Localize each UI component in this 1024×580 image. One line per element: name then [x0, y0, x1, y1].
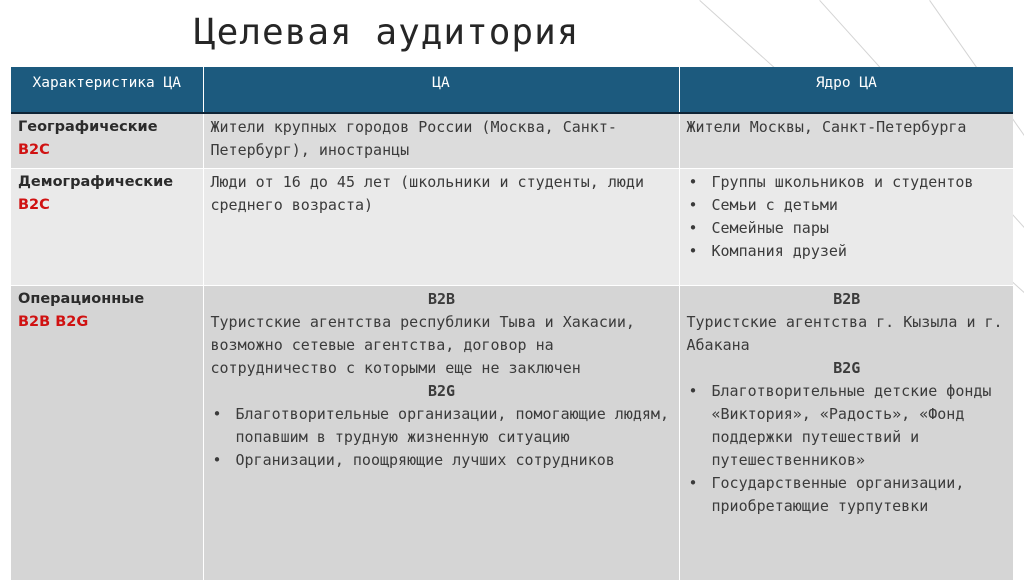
core-cell: Жители Москвы, Санкт-Петербурга: [679, 113, 1013, 169]
list-item: • Компания друзей: [687, 240, 1008, 263]
b2b-text: Туристские агентства республики Тыва и Хакасии, возможно сетевые агентства, договор на сотрудничество с которыми еще не заключен: [211, 311, 673, 380]
list-item: • Семейные пары: [687, 217, 1008, 240]
b2g-list: [211, 403, 673, 472]
bullet-icon: •: [213, 403, 222, 426]
row-label-text: Демографические: [18, 171, 197, 194]
list-item: • Организации, поощряющие лучших сотрудников: [211, 449, 673, 472]
bullet-icon: •: [689, 217, 698, 240]
header-core: Ядро ЦА: [679, 67, 1013, 113]
core-cell: [679, 286, 1013, 580]
table-row: [11, 113, 1013, 169]
b2b-text: Туристские агентства г. Кызыла и г. Абакана: [687, 311, 1008, 357]
segment-tag: B2B B2G: [18, 311, 197, 334]
b2b-heading: B2B: [211, 288, 673, 311]
list-item: • Группы школьников и студентов: [687, 171, 1008, 194]
segment-tag: B2C: [18, 194, 197, 217]
table-row: [11, 286, 1013, 580]
row-label: [11, 169, 203, 286]
table-row: [11, 169, 1013, 286]
bullet-icon: •: [689, 194, 698, 217]
core-cell: [679, 169, 1013, 286]
list-item: • Благотворительные детские фонды «Виктория», «Радость», «Фонд поддержки путешествий и путешественников»: [687, 380, 1008, 472]
list-item: • Государственные организации, приобретающие турпутевки: [687, 472, 1008, 518]
ca-cell: [203, 286, 679, 580]
core-list: [687, 171, 1008, 263]
bullet-icon: •: [689, 380, 698, 403]
row-label-text: Операционные: [18, 288, 197, 311]
bullet-icon: •: [689, 240, 698, 263]
table-header-row: [11, 67, 1013, 113]
row-label: [11, 286, 203, 580]
ca-cell: Жители крупных городов России (Москва, Санкт-Петербург), иностранцы: [203, 113, 679, 169]
bullet-icon: •: [689, 472, 698, 495]
ca-cell: Люди от 16 до 45 лет (школьники и студенты, люди среднего возраста): [203, 169, 679, 286]
bullet-icon: •: [213, 449, 222, 472]
list-item: • Благотворительные организации, помогающие людям, попавшим в трудную жизненную ситуацию: [211, 403, 673, 449]
b2g-heading: B2G: [211, 380, 673, 403]
segment-tag: B2C: [18, 139, 197, 162]
b2g-list: [687, 380, 1008, 518]
audience-table: [11, 67, 1013, 580]
row-label-text: Географические: [18, 116, 197, 139]
list-item: • Семьи с детьми: [687, 194, 1008, 217]
b2g-heading: B2G: [687, 357, 1008, 380]
header-ca: ЦА: [203, 67, 679, 113]
page-title: Целевая аудитория: [194, 12, 579, 53]
bullet-icon: •: [689, 171, 698, 194]
b2b-heading: B2B: [687, 288, 1008, 311]
header-characteristic: Характеристика ЦА: [11, 67, 203, 113]
row-label: [11, 113, 203, 169]
